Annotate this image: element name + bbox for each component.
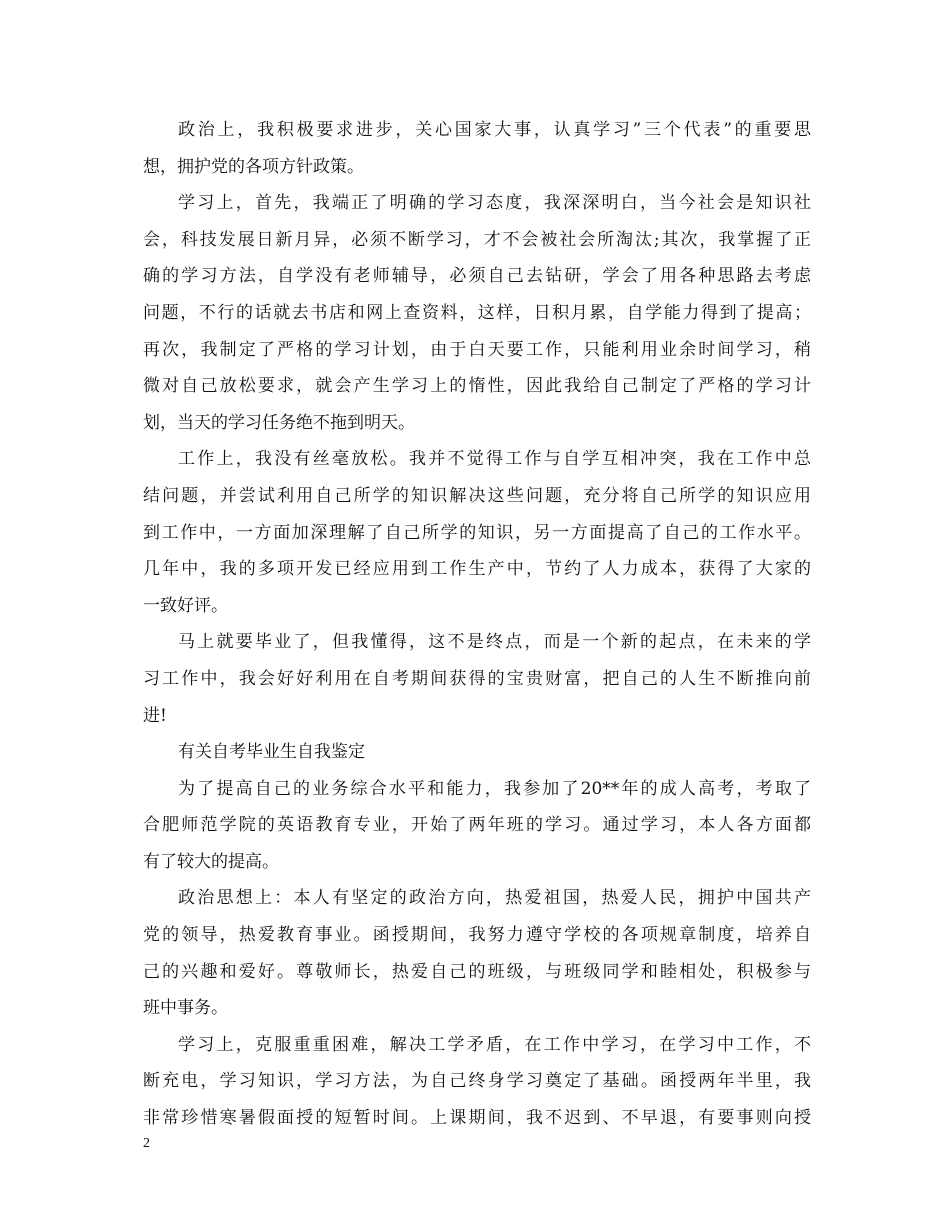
text-line: 进!: [143, 705, 167, 726]
paragraph: [143, 624, 811, 734]
text-line: 合肥师范学院的英语教育专业，开始了两年班的学习。通过学习，本人各方面都: [143, 815, 811, 836]
text-line: 工作上，我没有丝毫放松。我并不觉得工作与自学互相冲突，我在工作中总: [178, 449, 811, 470]
text-line: 划，当天的学习任务绝不拖到明天。: [143, 412, 415, 433]
document-body: [143, 112, 811, 1137]
text-line: 断充电，学习知识，学习方法，为自己终身学习奠定了基础。函授两年半里，我: [143, 1071, 811, 1092]
text-line: 会，科技发展日新月异，必须不断学习，才不会被社会所淘汰;其次，我掌握了正: [143, 229, 811, 250]
paragraph: [143, 880, 811, 1026]
paragraph: [143, 185, 811, 441]
text-line: 政治思想上：本人有坚定的政治方向，热爱祖国，热爱人民，拥护中国共产: [178, 888, 811, 909]
text-line: 问题，不行的话就去书店和网上查资料，这样，日积月累，自学能力得到了提高；: [143, 302, 811, 323]
text-line: 政治上，我积极要求进步，关心国家大事，认真学习”三个代表”的重要思: [178, 120, 811, 140]
paragraph: [143, 771, 811, 881]
paragraph: [143, 112, 811, 185]
text-line: 再次，我制定了严格的学习计划，由于白天要工作，只能利用业余时间学习，稍: [143, 339, 811, 360]
text-line: 非常珍惜寒暑假面授的短暂时间。上课期间，我不迟到、不早退，有要事则向授: [143, 1108, 811, 1129]
paragraph: [143, 441, 811, 624]
text-line: 有了较大的提高。: [143, 851, 279, 872]
text-line: 想，拥护党的各项方针政策。: [143, 156, 364, 177]
text-line: 一致好评。: [143, 595, 228, 616]
text-line: 确的学习方法，自学没有老师辅导，必须自己去钻研，学会了用各种思路去考虑: [143, 266, 811, 287]
text-line: 班中事务。: [143, 998, 228, 1019]
text-line: 学习上，克服重重困难，解决工学矛盾，在工作中学习，在学习中工作，不: [178, 1034, 811, 1055]
text-line: 微对自己放松要求，就会产生学习上的惰性，因此我给自己制定了严格的学习计: [143, 376, 811, 397]
page-number: 2: [143, 1136, 150, 1151]
text-line: 己的兴趣和爱好。尊敬师长，热爱自己的班级，与班级同学和睦相处，积极参与: [143, 961, 811, 982]
text-line: 结问题，并尝试利用自己所学的知识解决这些问题，充分将自己所学的知识应用: [143, 485, 811, 506]
text-line: 为了提高自己的业务综合水平和能力，我参加了20**年的成人高考，考取了: [178, 778, 811, 799]
heading-text: 有关自考毕业生自我鉴定: [178, 742, 365, 763]
text-line: 党的领导，热爱教育事业。函授期间，我努力遵守学校的各项规章制度，培养自: [143, 925, 811, 946]
text-line: 学习上，首先，我端正了明确的学习态度，我深深明白，当今社会是知识社: [178, 193, 811, 214]
paragraph: [143, 1027, 811, 1137]
text-line: 习工作中，我会好好利用在自考期间获得的宝贵财富，把自己的人生不断推向前: [143, 668, 811, 689]
text-line: 到工作中，一方面加深理解了自己所学的知识，另一方面提高了自己的工作水平。: [143, 522, 811, 543]
text-line: 马上就要毕业了，但我懂得，这不是终点，而是一个新的起点，在未来的学: [178, 632, 811, 653]
section-heading: [143, 734, 811, 771]
text-line: 几年中，我的多项开发已经应用到工作生产中，节约了人力成本，获得了大家的: [143, 559, 811, 580]
